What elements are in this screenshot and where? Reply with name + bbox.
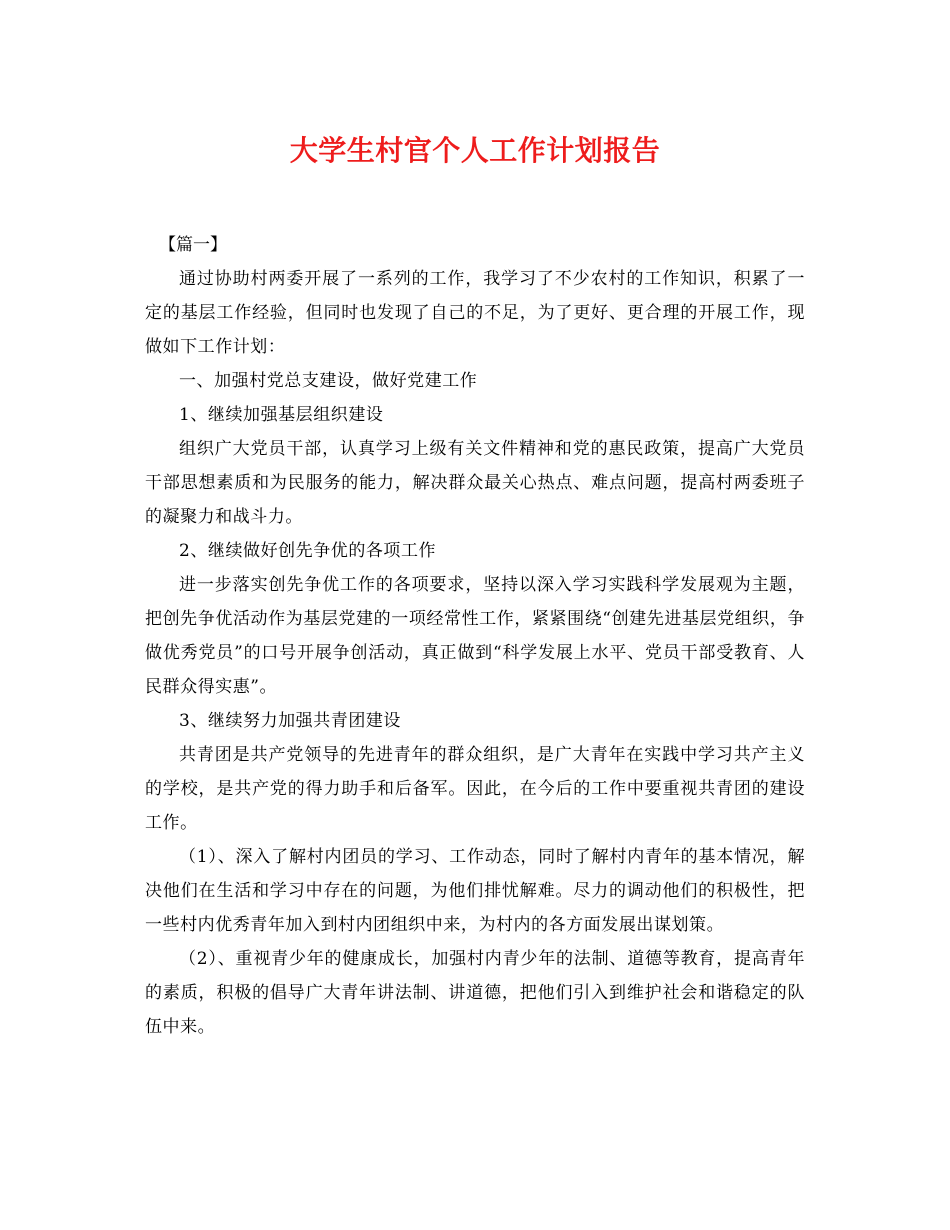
heading-section-one: 一、加强村党总支建设，做好党建工作: [179, 371, 478, 391]
document-title: 大学生村官个人工作计划报告: [289, 134, 661, 167]
paragraph-subitem-1: （1）、深入了解村内团员的学习、工作动态，同时了解村内青年的基本情况，解决他们在生活和学习中存在的问题，为他们排忧解难。尽力的调动他们的积极性，把一些村内优秀青年加入到村内团组织中来，为村内的各方面发展出谋划策。: [145, 847, 805, 935]
heading-item-2: 2、继续做好创先争优的各项工作: [179, 541, 437, 561]
paragraph-intro: 通过协助村两委开展了一系列的工作，我学习了不少农村的工作知识，积累了一定的基层工作经验，但同时也发现了自己的不足，为了更好、更合理的开展工作，现做如下工作计划：: [145, 269, 805, 357]
document-body: [145, 228, 805, 1044]
heading-item-1: 1、继续加强基层组织建设: [179, 405, 384, 425]
paragraph-item-2: 进一步落实创先争优工作的各项要求，坚持以深入学习实践科学发展观为主题，把创先争优活动作为基层党建的一项经常性工作，紧紧围绕“创建先进基层党组织，争做优秀党员”的口号开展争创活动，真正做到“科学发展上水平、党员干部受教育、人民群众得实惠”。: [145, 575, 805, 697]
paragraph-item-3: 共青团是共产党领导的先进青年的群众组织，是广大青年在实践中学习共产主义的学校，是共产党的得力助手和后备军。因此，在今后的工作中要重视共青团的建设工作。: [145, 745, 805, 833]
section-label: 【篇一】: [159, 235, 227, 255]
paragraph-subitem-2: （2）、重视青少年的健康成长，加强村内青少年的法制、道德等教育，提高青年的素质，积极的倡导广大青年讲法制、讲道德，把他们引入到维护社会和谐稳定的队伍中来。: [145, 949, 805, 1037]
paragraph-item-1: 组织广大党员干部，认真学习上级有关文件精神和党的惠民政策，提高广大党员干部思想素质和为民服务的能力，解决群众最关心热点、难点问题，提高村两委班子的凝聚力和战斗力。: [145, 439, 805, 527]
heading-item-3: 3、继续努力加强共青团建设: [179, 711, 401, 731]
